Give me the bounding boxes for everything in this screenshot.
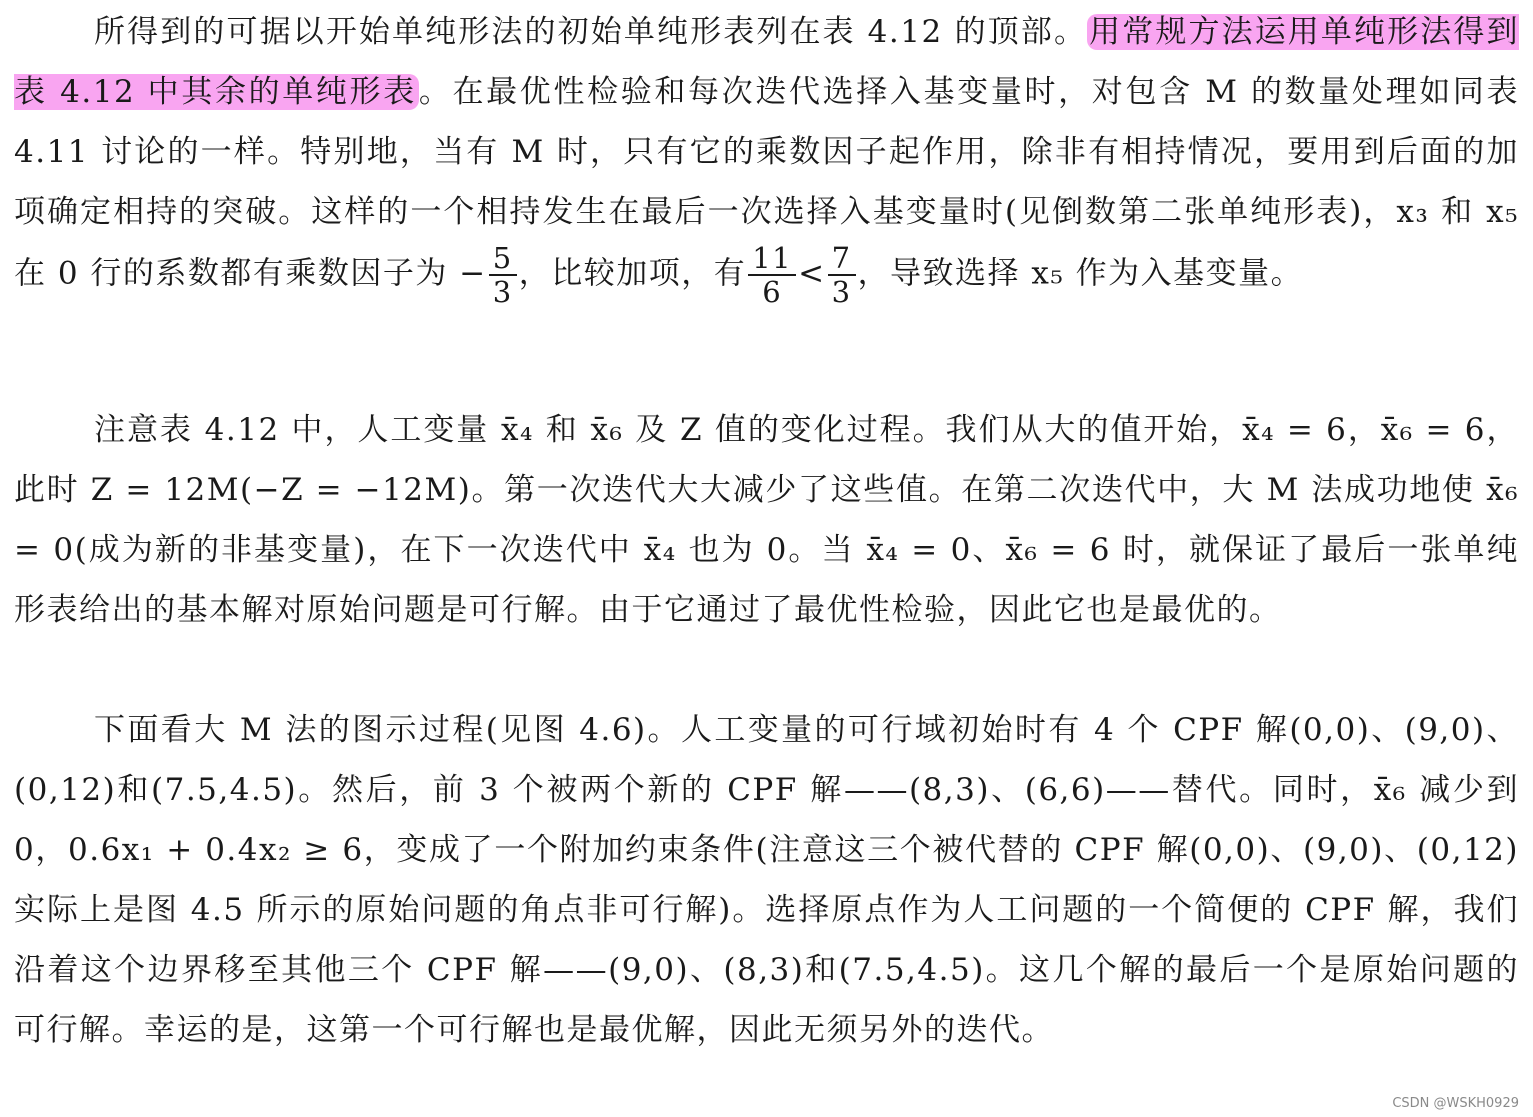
fraction-numerator: 5 [489,242,517,276]
fraction-numerator: 7 [828,242,856,276]
paragraph-1 [14,2,1519,308]
paragraph-1-sentence-4: ，导致选择 x₅ 作为入基变量。 [857,255,1304,292]
less-than-sign: < [798,255,826,292]
fraction-numerator: 11 [748,242,796,276]
paragraph-2: 注意表 4.12 中，人工变量 x̄₄ 和 x̄₆ 及 Z 值的变化过程。我们从大的值开始，x̄₄ = 6，x̄₆ = 6，此时 Z = 12M(−Z = −12M)。第一次迭代大大减少了这些值。在第二次迭代中，大 M 法成功地使 x̄₆ = 0(成为新的非基变量)，在下一次迭代中 x̄₄ 也为 0。当 x̄₄ = 0、x̄₆ = 6 时，就保证了最后一张单纯形表给出的基本解对原始问题是可行解。由于它通过了最优性检验，因此它也是最优的。 [14,412,1519,628]
fraction-denominator: 6 [762,275,783,309]
paragraph-3: 下面看大 M 法的图示过程(见图 4.6)。人工变量的可行域初始时有 4 个 CPF 解(0,0)、(9,0)、(0,12)和(7.5,4.5)。然后，前 3 个被两个新的 CPF 解——(8,3)、(6,6)——替代。同时，x̄₆ 减少到 0，0.6x₁ + 0.4x₂ ≥ 6，变成了一个附加约束条件(注意这三个被代替的 CPF 解(0,0)、(9,0)、(0,12)实际上是图 4.5 所示的原始问题的角点非可行解)。选择原点作为人工问题的一个简便的 CPF 解，我们沿着这个边界移至其他三个 CPF 解——(9,0)、(8,3)和(7.5,4.5)。这几个解的最后一个是原始问题的可行解。幸运的是，这第一个可行解也是最优解，因此无须另外的迭代。 [14,712,1519,1048]
fraction-denominator: 3 [831,275,852,309]
fraction-five-thirds [489,242,517,308]
paragraph-1-sentence-2: 。在最优性检验和每次迭代选择入基变量时，对包含 M 的数量处理如同表 4.11 讨论的一样。特别地，当有 M 时，只有它的乘数因子起作用，除非有相持情况，要用到后面的加项确定相持的突破。这样的一个相持发生在最后一次选择入基变量时(见倒数第二张单纯形表)，x₃ 和 x₅ 在 0 行的系数都有乘数因子为 − [14,74,1520,292]
fraction-denominator: 3 [492,275,513,309]
highlighted-text: 用常规方法运用单纯形法得到表 4.12 中其余的单纯形表 [14,14,1520,110]
fraction-seven-thirds [828,242,856,308]
fraction-eleven-sixths [748,242,796,308]
paragraph-1-sentence-3: ，比较加项，有 [518,255,747,292]
paragraph-1-sentence-1: 所得到的可据以开始单纯形法的初始单纯形表列在表 4.12 的顶部。 [94,14,1088,50]
watermark: CSDN @WSKH0929 [1392,1096,1519,1111]
